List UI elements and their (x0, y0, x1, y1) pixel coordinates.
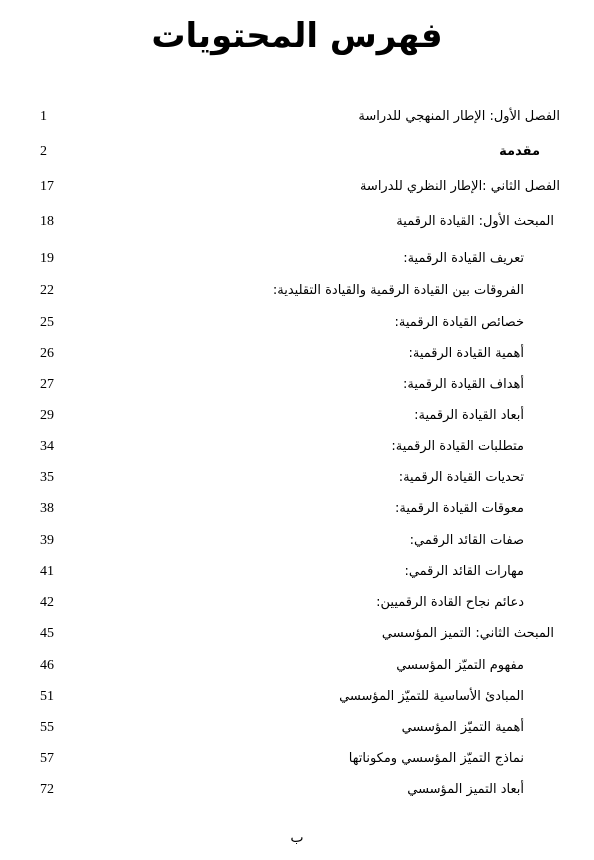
toc-entry[interactable] (40, 717, 560, 739)
toc-entry-label: الفروقات بين القيادة الرقمية والقيادة التقليدية: (272, 283, 524, 298)
toc-page-number: 41 (40, 564, 54, 579)
toc-page-number: 27 (40, 377, 54, 392)
toc-entry[interactable] (40, 248, 560, 270)
toc-page-number: 42 (40, 595, 54, 610)
toc-entry[interactable] (40, 592, 560, 614)
page-footer-number: ب (290, 830, 304, 846)
toc-entry[interactable] (40, 436, 560, 458)
toc-page-number: 17 (40, 179, 54, 194)
toc-entry[interactable] (40, 280, 560, 302)
page-title: فهرس المحتويات (151, 16, 443, 56)
toc-entry[interactable] (40, 343, 560, 365)
toc-entry-label: أهمية القيادة الرقمية: (408, 346, 524, 361)
toc-entry-label: المبادئ الأساسية للتميّز المؤسسي (339, 689, 524, 704)
toc-page-number: 34 (40, 439, 54, 454)
toc-entry-label: صفات القائد الرقمي: (409, 533, 524, 548)
toc-page-number: 26 (40, 346, 54, 361)
toc-page-number: 72 (40, 782, 54, 797)
toc-entry[interactable] (40, 106, 560, 128)
toc-entry[interactable] (40, 211, 560, 233)
toc-entry[interactable] (40, 374, 560, 396)
toc-page-number: 22 (40, 283, 54, 298)
toc-entry-label: أهمية التميّز المؤسسي (401, 720, 524, 735)
toc-entry[interactable] (40, 530, 560, 552)
toc-entry[interactable] (40, 561, 560, 583)
toc-page-number: 19 (40, 251, 54, 266)
toc-entry-label: أبعاد التميز المؤسسي (407, 782, 524, 797)
toc-entry-label: متطلبات القيادة الرقمية: (391, 439, 524, 454)
toc-entry-label: مفهوم التميّز المؤسسي (396, 658, 524, 673)
toc-entry-label: مقدمة (499, 144, 540, 159)
toc-page-number: 29 (40, 408, 54, 423)
toc-entry[interactable] (40, 748, 560, 770)
toc-entry-label: خصائص القيادة الرقمية: (394, 315, 524, 330)
toc-entry[interactable] (40, 686, 560, 708)
toc-entry[interactable] (40, 498, 560, 520)
toc-page-number: 57 (40, 751, 54, 766)
toc-entry-label: معوقات القيادة الرقمية: (394, 501, 524, 516)
toc-page-number: 2 (40, 144, 47, 159)
toc-entry-label: أهداف القيادة الرقمية: (402, 377, 524, 392)
toc-entry-label: المبحث الأول: القيادة الرقمية (396, 214, 554, 229)
toc-entry-label: الفصل الثاني :الإطار النظري للدراسة (359, 179, 560, 194)
toc-entry[interactable] (40, 779, 560, 801)
toc-entry[interactable] (40, 405, 560, 427)
toc-entry-label: تعريف القيادة الرقمية: (403, 251, 524, 266)
toc-entry-label: تحديات القيادة الرقمية: (398, 470, 524, 485)
toc-page-number: 38 (40, 501, 54, 516)
toc-page-number: 18 (40, 214, 54, 229)
toc-page-number: 45 (40, 626, 54, 641)
toc-entry-label: مهارات القائد الرقمي: (404, 564, 524, 579)
toc-entry-label: الفصل الأول: الإطار المنهجي للدراسة (358, 109, 560, 124)
toc-page-number: 39 (40, 533, 54, 548)
toc-page-number: 1 (40, 109, 47, 124)
toc-entry[interactable] (40, 141, 560, 163)
toc-page-number: 51 (40, 689, 54, 704)
toc-entry[interactable] (40, 655, 560, 677)
toc-page-number: 25 (40, 315, 54, 330)
toc-entry-label: أبعاد القيادة الرقمية: (414, 408, 524, 423)
toc-entry-label: دعائم نجاح القادة الرقميين: (376, 595, 524, 610)
toc-entry[interactable] (40, 176, 560, 198)
toc-entry[interactable] (40, 467, 560, 489)
toc-entry[interactable] (40, 312, 560, 334)
toc-page-number: 46 (40, 658, 54, 673)
toc-entry[interactable] (40, 623, 560, 645)
toc-page-number: 55 (40, 720, 54, 735)
toc-entry-label: المبحث الثاني: التميز المؤسسي (381, 626, 554, 641)
toc-entry-label: نماذج التميّز المؤسسي ومكوناتها (348, 751, 524, 766)
toc-page-number: 35 (40, 470, 54, 485)
